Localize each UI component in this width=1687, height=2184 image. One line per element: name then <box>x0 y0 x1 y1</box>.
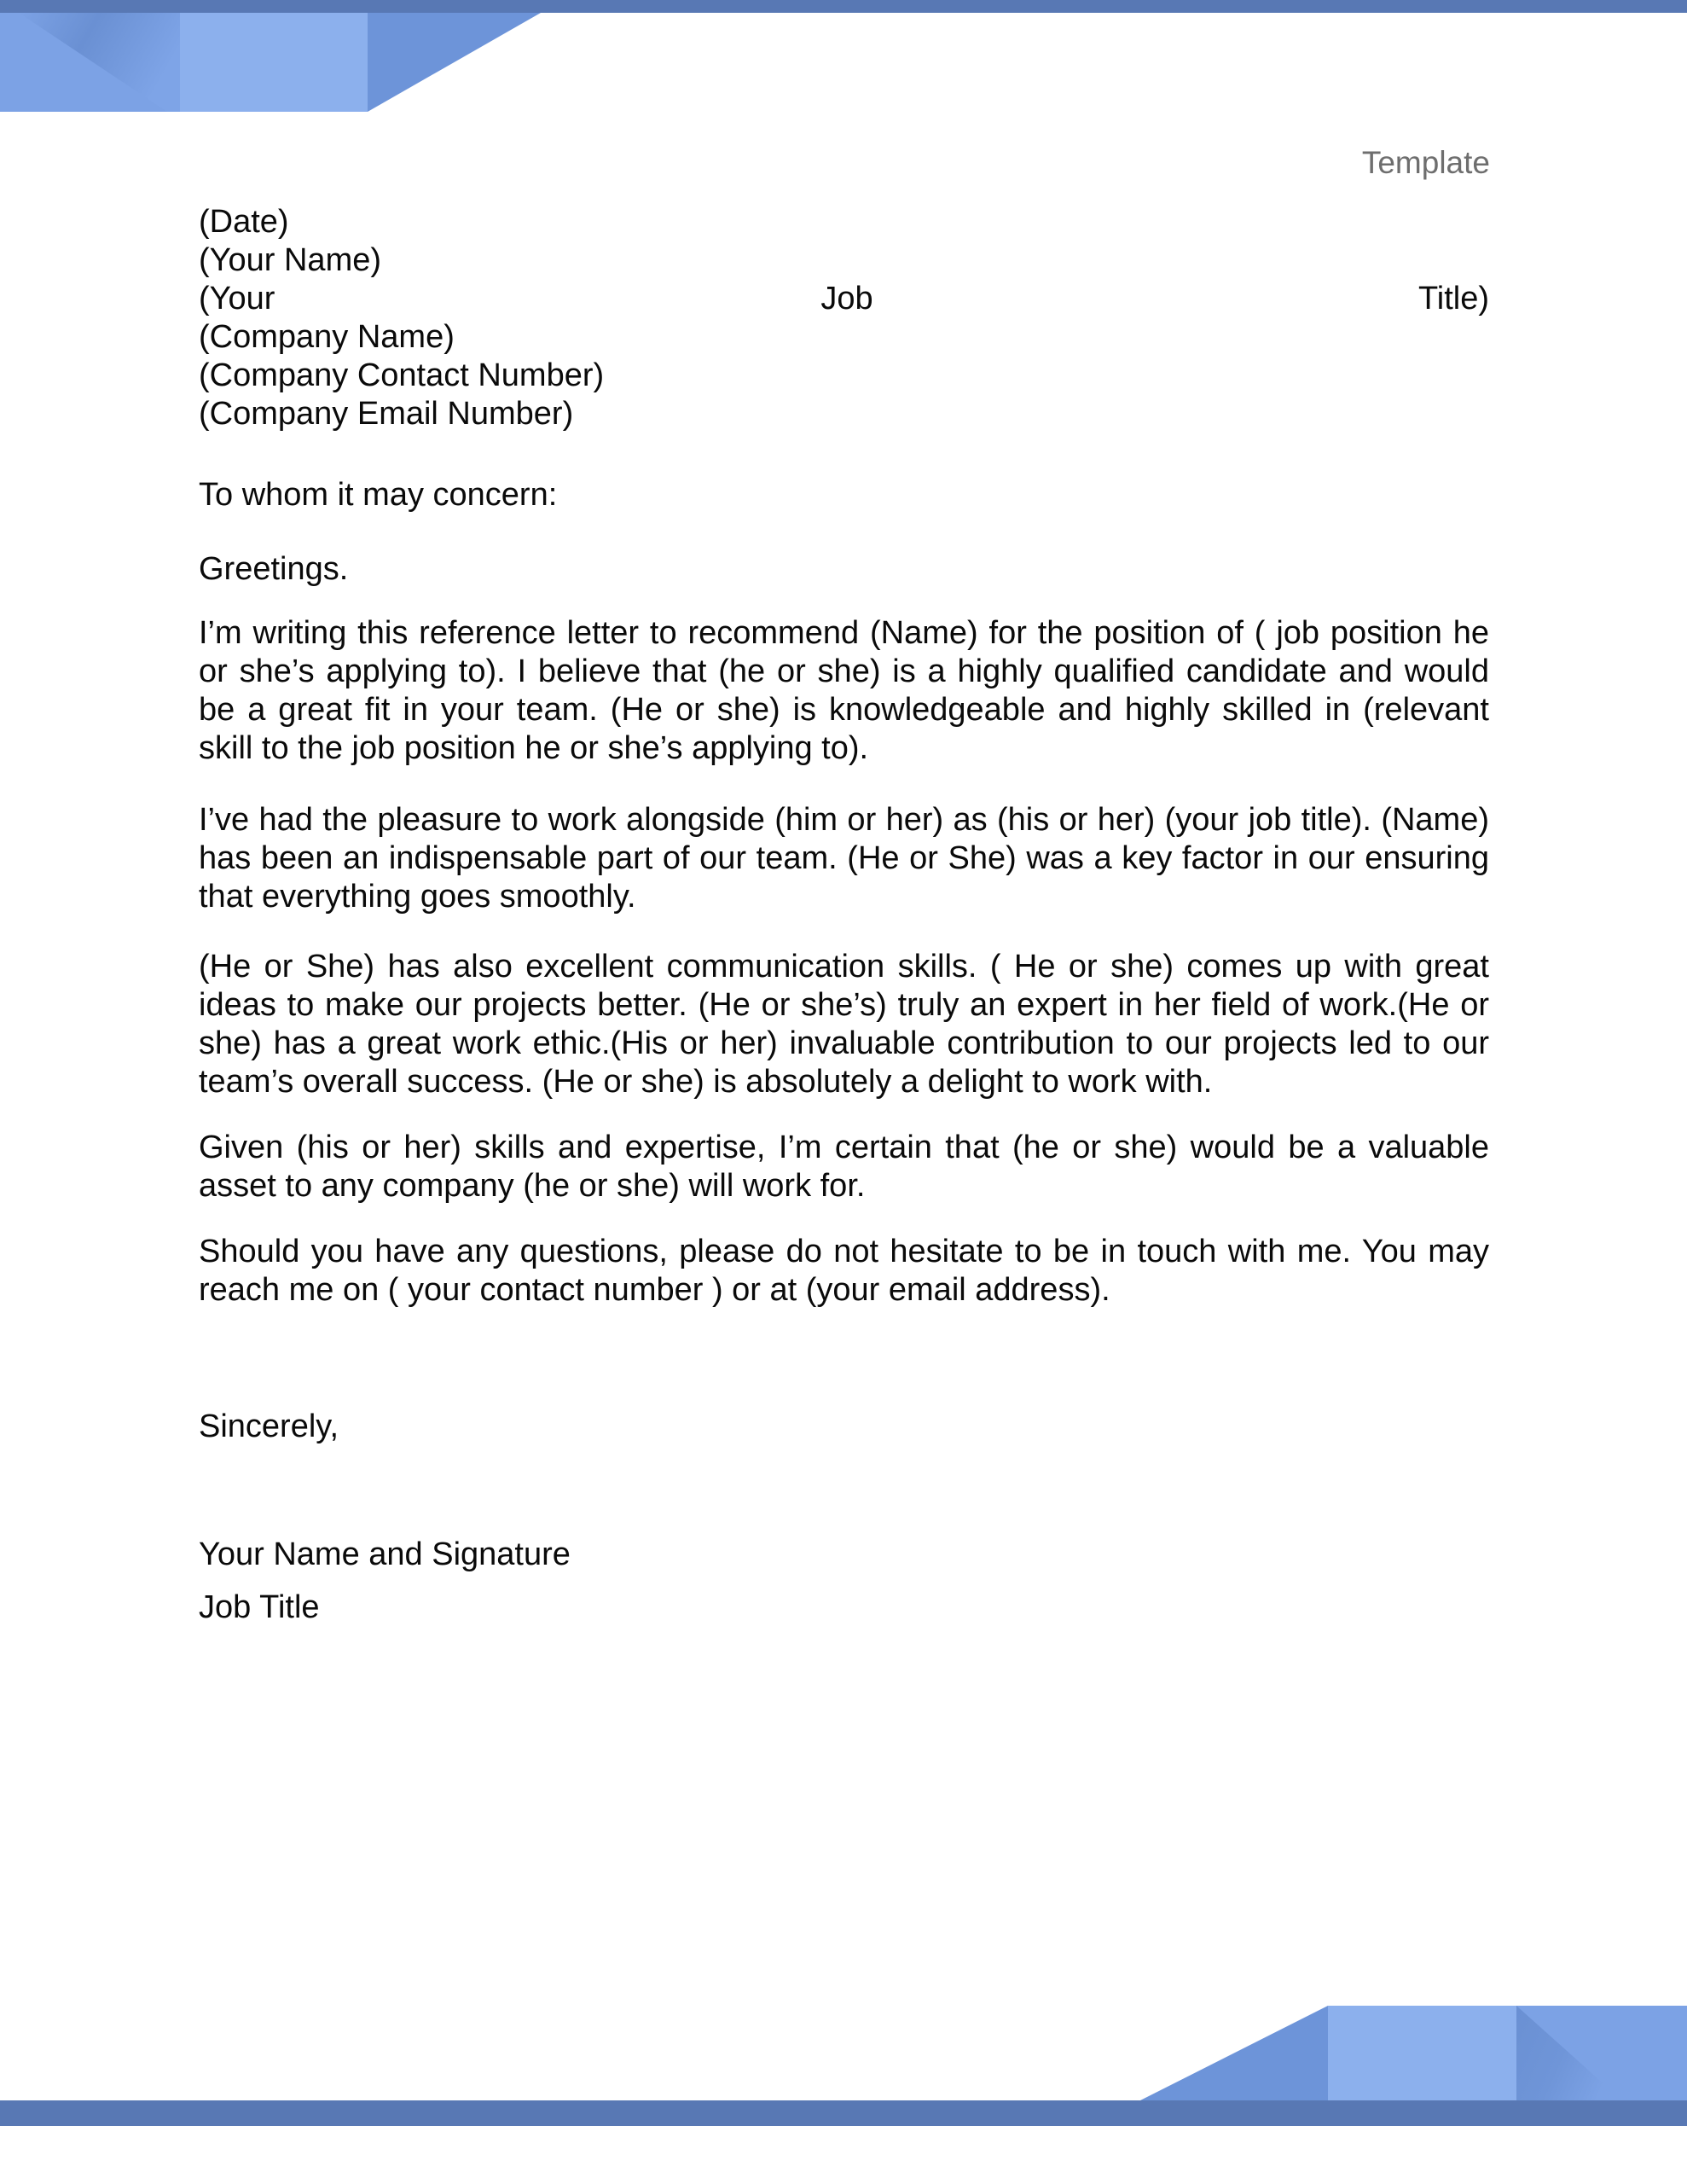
paragraph-line: be a great fit in your team. (He or she) is knowledgeable and highly skilled in (relevant <box>199 692 1489 728</box>
paragraph-line: that everything goes smoothly. <box>199 879 636 915</box>
template-label: Template <box>1361 145 1490 180</box>
paragraph-4 <box>199 1129 1489 1205</box>
paragraph-line: skill to the job position he or she’s applying to). <box>199 730 869 766</box>
header-triangle <box>368 13 541 112</box>
header-light-panel <box>180 13 368 112</box>
paragraph-line: I’m writing this reference letter to recommend (Name) for the position of ( job position he <box>199 615 1489 651</box>
address-block <box>199 203 1489 433</box>
address-line-company-email: (Company Email Number) <box>199 396 574 432</box>
greeting: Greetings. <box>199 551 349 587</box>
paragraph-3 <box>199 948 1489 1101</box>
paragraph-2 <box>199 801 1489 916</box>
header-ribbon-decoration <box>0 0 1687 119</box>
paragraph-1 <box>199 614 1489 768</box>
address-line-company-contact: (Company Contact Number) <box>199 357 605 393</box>
paragraph-line: reach me on ( your contact number ) or at (your email address). <box>199 1272 1110 1308</box>
paragraph-line: I’ve had the pleasure to work alongside (him or her) as (his or her) (your job title). (Name) <box>199 802 1489 838</box>
paragraph-line: she) has a great work ethic.(His or her) invaluable contribution to our projects led to our <box>199 1025 1489 1061</box>
paragraph-line: ideas to make our projects better. (He or she’s) truly an expert in her field of work.(He or <box>199 987 1489 1023</box>
footer-light-panel <box>1328 2006 1516 2100</box>
paragraph-line: (He or She) has also excellent communication skills. ( He or she) comes up with great <box>199 949 1489 985</box>
address-line-name: (Your Name) <box>199 242 382 278</box>
footer-triangle <box>1140 2006 1328 2100</box>
paragraph-line: Should you have any questions, please do not hesitate to be in touch with me. You may <box>199 1234 1489 1269</box>
address-line-date: (Date) <box>199 204 289 240</box>
salutation: To whom it may concern: <box>199 477 558 513</box>
paragraph-line: Given (his or her) skills and expertise, I’m certain that (he or she) would be a valuable <box>199 1130 1489 1165</box>
footer-ribbon-decoration <box>0 2006 1687 2184</box>
address-line-job-title: (Your Job Title) <box>199 281 1489 317</box>
header-bar <box>0 0 1687 13</box>
paragraph-5 <box>199 1233 1489 1310</box>
paragraph-line: asset to any company (he or she) will work for. <box>199 1168 866 1204</box>
paragraph-line: or she’s applying to). I believe that (he or she) is a highly qualified candidate and would <box>199 653 1489 689</box>
footer-bar <box>0 2100 1687 2126</box>
address-line-company-name: (Company Name) <box>199 319 455 355</box>
paragraph-line: has been an indispensable part of our team. (He or She) was a key factor in our ensuring <box>199 840 1489 876</box>
paragraph-line: team’s overall success. (He or she) is absolutely a delight to work with. <box>199 1064 1213 1100</box>
signature-title: Job Title <box>199 1589 320 1625</box>
signature-name: Your Name and Signature <box>199 1536 571 1572</box>
closing: Sincerely, <box>199 1409 339 1444</box>
